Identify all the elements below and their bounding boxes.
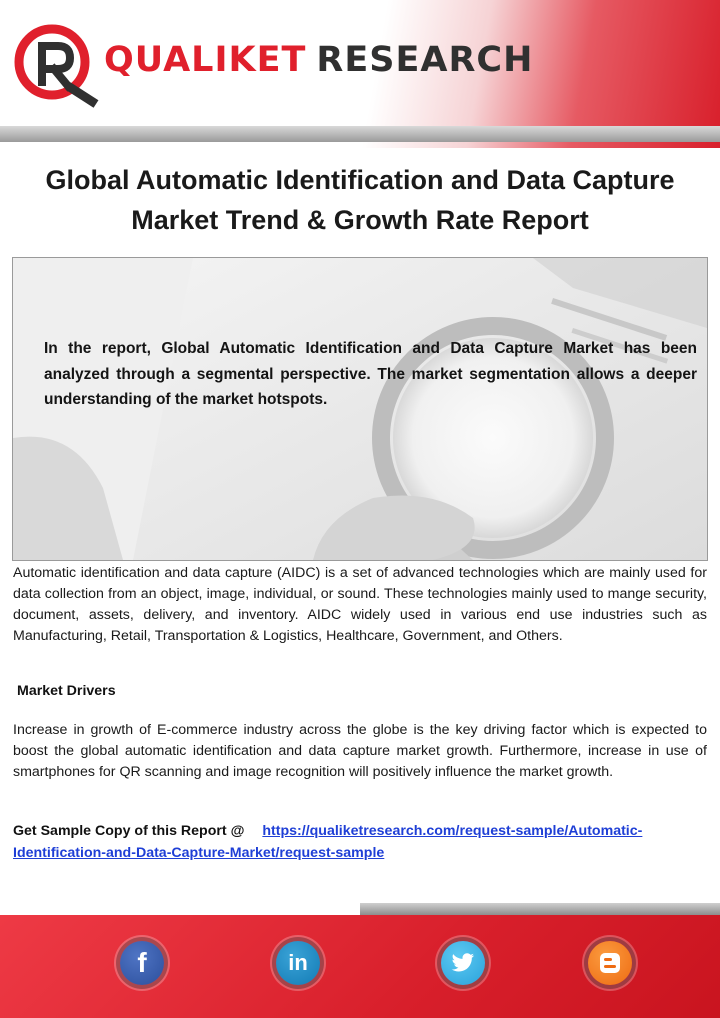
- brand-name: [104, 40, 533, 80]
- facebook-glyph: f: [137, 947, 147, 978]
- blogger-icon[interactable]: [588, 941, 632, 985]
- page-title: Global Automatic Identification and Data Capture Market Trend & Growth Rate Report: [45, 165, 675, 235]
- brand-word-qualiket: QUALIKET: [104, 40, 307, 80]
- intro-paragraph: Automatic identification and data capture (AIDC) is a set of advanced technologies which are mainly used for data collection from an object, image, individual, or sound. These technologies mainly used to mange security, document, assets, delivery, and inventory. AIDC widely used in various end use industries such as Manufacturing, Retail, Transportation & Logistics, Healthcare, Government, and Others.: [13, 565, 707, 644]
- header-banner: [0, 0, 720, 148]
- footer-divider: [360, 903, 720, 915]
- sample-request: [13, 820, 707, 864]
- sample-request-link[interactable]: https://qualiketresearch.com/request-sample/Automatic-Identification-and-Data-Capture-Market/request-sample: [13, 823, 643, 861]
- market-drivers-heading: Market Drivers: [17, 683, 116, 699]
- twitter-icon[interactable]: [441, 941, 485, 985]
- brand-word-research: RESEARCH: [316, 40, 534, 80]
- blogger-b-icon: [599, 952, 621, 974]
- twitter-bird-icon: [451, 953, 475, 973]
- linkedin-icon[interactable]: [276, 941, 320, 985]
- facebook-icon[interactable]: [120, 941, 164, 985]
- sample-request-label: Get Sample Copy of this Report @: [13, 823, 245, 839]
- linkedin-glyph: in: [288, 950, 308, 975]
- market-drivers-paragraph: Increase in growth of E-commerce industry across the globe is the key driving factor which is expected to boost the global automatic identification and data capture market growth. Furthermore, increase in use of smartphones for QR scanning and image recognition will positively influence the market growth.: [13, 722, 707, 780]
- header-divider: [0, 126, 720, 142]
- hero-summary: In the report, Global Automatic Identification and Data Capture Market has been analyzed through a segmental perspective. The market segmentation allows a deeper understanding of the market hotspots.: [44, 340, 697, 408]
- hero-image-panel: [12, 257, 708, 561]
- qualiket-logo-icon: [14, 24, 102, 108]
